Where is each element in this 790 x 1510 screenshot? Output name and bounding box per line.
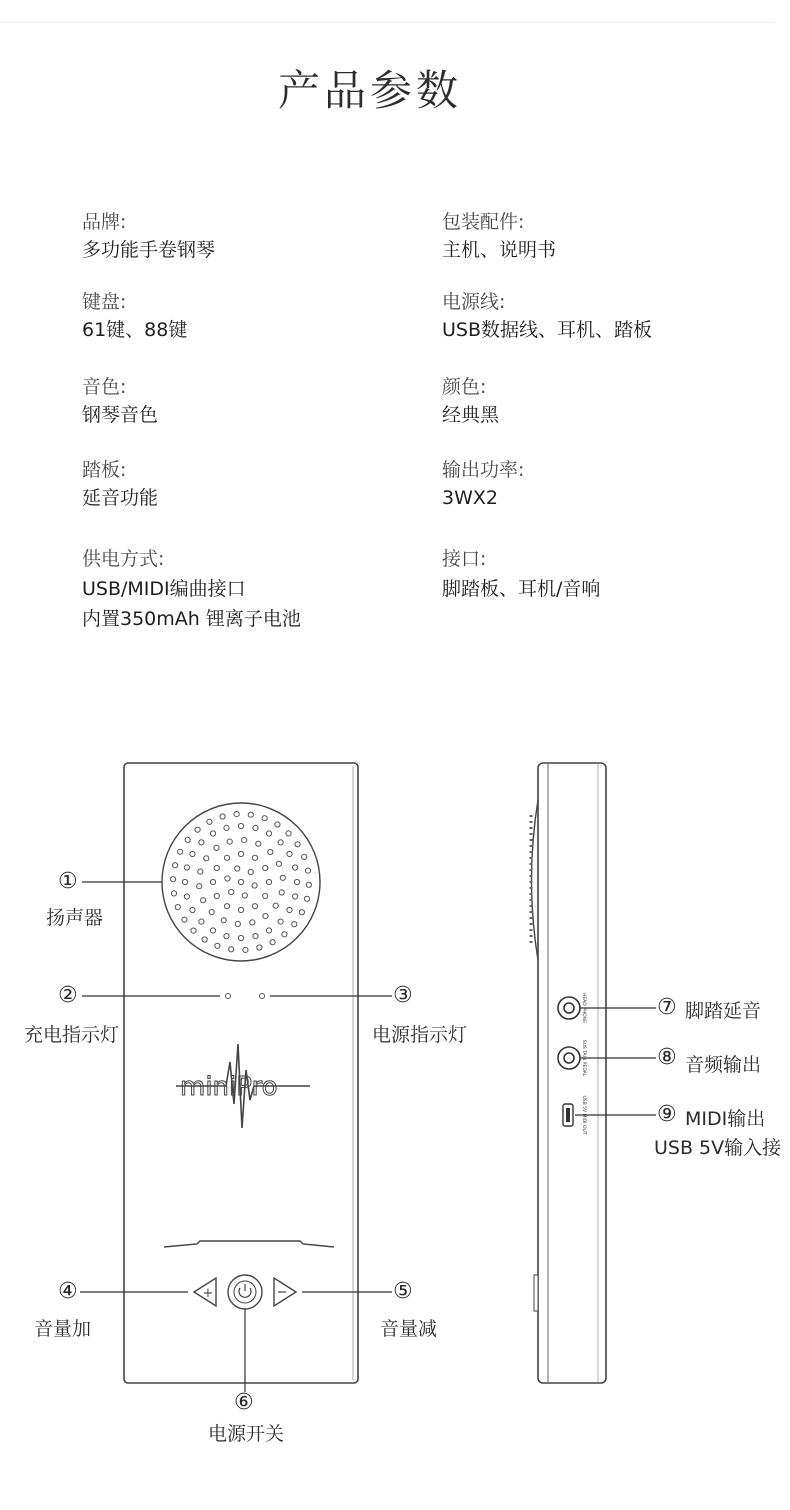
spec-value: 脚踏板、耳机/音响 (442, 578, 601, 600)
spec-value: 钢琴音色 (82, 404, 159, 426)
annotation-number-9: ⑨ (657, 1102, 677, 1127)
annotation-number-8: ⑧ (657, 1045, 677, 1070)
spec-label: 接口: (442, 548, 487, 570)
device-side-view (531, 763, 606, 1383)
power-button[interactable] (228, 1275, 262, 1309)
spec-label: 电源线: (442, 291, 506, 313)
usb-port (563, 1104, 573, 1126)
spec-value: 61键、88键 (82, 319, 188, 341)
annotation-label-charge-indicator: 充电指示灯 (24, 1024, 120, 1046)
spec-value: 多功能手卷钢琴 (82, 239, 216, 261)
side-port-label: SUS TAIN PEDAL (581, 1039, 586, 1077)
annotation-number-1: ① (58, 869, 78, 894)
spec-value: 主机、说明书 (442, 239, 557, 261)
annotation-number-6: ⑥ (234, 1390, 254, 1415)
annotation-number-4: ④ (58, 1279, 78, 1304)
page-title: 产品参数 (277, 66, 462, 115)
spec-label: 踏板: (82, 459, 127, 481)
annotation-label-usb-input: USB 5V输入接 (654, 1137, 782, 1159)
annotation-number-5: ⑤ (393, 1279, 413, 1304)
annotation-number-3: ③ (393, 983, 413, 1008)
power-indicator-led (260, 994, 265, 999)
annotation-number-7: ⑦ (657, 995, 677, 1020)
side-port-label: USB 5V MIDI OUT (581, 1095, 586, 1135)
annotation-label-pedal-sustain: 脚踏延音 (685, 1000, 762, 1022)
side-port-label: HEAD PHONE (581, 992, 586, 1024)
spec-value: USB数据线、耳机、踏板 (442, 319, 653, 341)
charge-indicator-led (226, 994, 231, 999)
spec-value: 内置350mAh 锂离子电池 (82, 608, 301, 630)
spec-label: 输出功率: (442, 459, 525, 481)
spec-value: 经典黑 (442, 404, 500, 426)
spec-label: 音色: (82, 376, 127, 398)
spec-value: 延音功能 (82, 487, 159, 509)
svg-text:+: + (202, 1286, 214, 1301)
spec-label: 包装配件: (442, 211, 525, 233)
logo-text: miniPro (180, 1072, 278, 1102)
spec-label: 供电方式: (82, 548, 165, 570)
headphone-jack (558, 997, 580, 1019)
annotation-label-power-indicator: 电源指示灯 (372, 1024, 468, 1046)
spec-label: 键盘: (82, 291, 127, 313)
annotation-label-volume-down: 音量减 (380, 1318, 438, 1340)
annotation-number-2: ② (58, 983, 78, 1008)
spec-label: 品牌: (82, 211, 127, 233)
annotation-label-midi-out: MIDI输出 (685, 1108, 766, 1130)
spec-value: 3WX2 (442, 487, 498, 509)
pedal-jack (558, 1047, 580, 1069)
speaker-grille (162, 803, 320, 961)
annotation-label-volume-up: 音量加 (34, 1318, 92, 1340)
annotation-label-speaker: 扬声器 (46, 907, 104, 929)
annotation-label-audio-out: 音频输出 (685, 1054, 762, 1076)
spec-label: 颜色: (442, 376, 487, 398)
spec-value: USB/MIDI编曲接口 (82, 578, 246, 600)
annotation-label-power-switch: 电源开关 (208, 1423, 285, 1445)
